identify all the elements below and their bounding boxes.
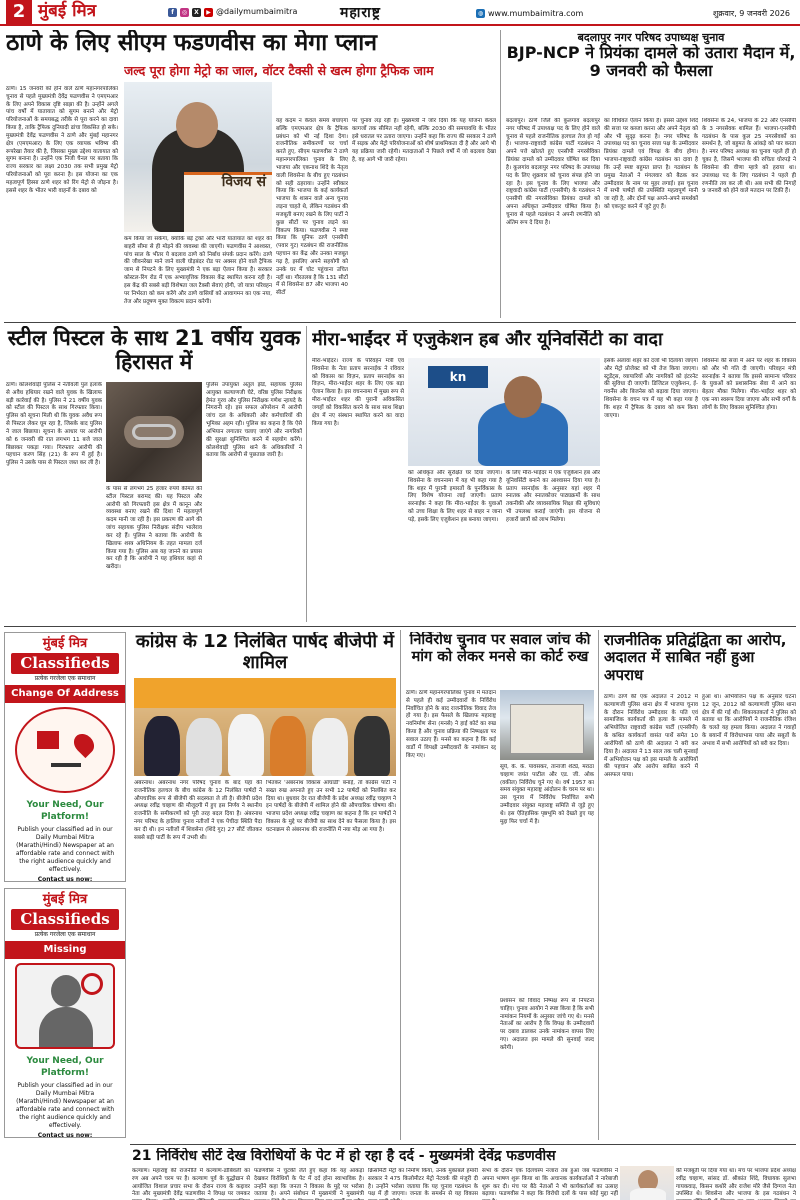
classified-word: Classifieds — [11, 653, 119, 674]
story7-col2 — [702, 694, 796, 1140]
story5-photo — [134, 678, 396, 776]
story1-col3-text: यह कदम न केवल समय बचाएगा बल्कि एमएमआर क्षेत्र के ट्रैफिक प्रबंधन को भी नई दिशा देगा। राजनीतिक समीकरणों पर चर्चा करते हुए, सीएम फडणवीस ने ठाणे महानगरपालिका चुनाव के लिए भाजपा और एकनाथ शिंदे के नेतृत्व वाली शिवसेना के बीच हुए गठबंधन को सही ठहराया। उन्होंने स्वीकार किया कि भाजपा के कई कार्यकर्ता भाजपा के शासन वाले अन्य चुनाव लड़ना चाहते थे, लेकिन गठबंधन की मजबूती बनाए रखने के लिए पार्टी ने कुछ सीटों पर चुनाव लड़ने का विकल्प किया। फडणवीस ने स्पष्ट किया कि यूनिफ ठाणे एनसीपी (पवार गुट) गठबंधन की राजनीतिक पहचान का केंद्र और उनका मजबूत गढ़ है, इसलिए अपने सहयोगी को उनके घर में चोट पहुंचाना उचित नहीं था। गौरतलब है कि 131 सीटों में से शिवसेना 87 और भाजपा 40 सीटों — [276, 118, 348, 297]
classified-ad-missing — [4, 888, 126, 1138]
story1-col1 — [6, 86, 118, 318]
story8-col1 — [132, 1168, 250, 1200]
story4-col5-text: शिवसेना की सत्ता में आने पर शहर के विकास को और भी गति दी जाएगी। परिवहन मंत्री सरनाईक ने बताया कि इससे सामान्य परिवार के युवाओं को प्रशासनिक सेवा में आने का बेहतर मौका मिलेगा। मीरा-भाईंदर शहर को एक नया स्वरूप दिया जाएगा और सभी वर्गों के लोगों के लिए विकास सुनिश्चित होगा। — [702, 358, 796, 411]
story2-kicker: बदलापुर नगर परिषद उपाध्यक्ष चुनाव — [577, 31, 725, 44]
instagram-icon: ◎ — [181, 8, 188, 16]
story8-col3-text: क्रिसमिटी मेट्रो का निर्माण किया, उनके मुकाबले हमारी सरकार ने 475 किलोमीटर मेट्रो नेटवर्क की मंजूरी दी है। उन्होंने भरोसा जताया कि यह चुनाव गठबंधन के पक्ष में ही जाएगा। जनता के समर्थन से यह विकास — [368, 1168, 478, 1198]
row-divider — [4, 322, 796, 323]
story4-headline: मीरा-भाईंदर में एजुकेशन हब और यूनिवर्सिटी का वादा — [312, 330, 663, 350]
story8-col5-text: की मजबूती पर दिया गया था। मंच पर भाजपा प्रदेश अध्यक्ष रवींद्र चव्हाण, सांसद डॉ. श्रीकांत शिंदे, विधायक सुलभा गायकवाड़, किसन कथोरे और राजेश मोरे जैसे दिग्गज नेता उपस्थित थे। शिवसेना और भाजपा के इस गठबंधन ने — [676, 1168, 796, 1198]
podium-text: विजय सं — [221, 173, 266, 190]
story8-headline: 21 निर्विरोध सीटें देख विरोधियों के पेट में हो रहा है दर्द - मुख्यमंत्री देवेंद्र फडणवीस — [132, 1148, 556, 1164]
story2-col3-text: शिवसेना के 24, भाजपा के 22 और एनसीपी के 3 नगरसेवक शामिल हैं। भाजपा-एनसीपी गठबंधन के पास कुल 25 नगरसेवकों का समर्थन है, जो बहुमत के आंकड़े को पार करता है। नगर परिषद अध्यक्ष का चुनाव पहले ही हो चुका है, जिसमें भाजपा की रुचिता घोरपड़े ने शिवसेना की वीणा म्हात्रे को हराया था। उपाध्यक्ष पद के लिए गठबंधन ने पहले ही रणनीति तय कर ली थी। अब सभी की निगाहें 9 जनवरी को होने वाले मतदान पर टिकी हैं। — [702, 118, 796, 195]
column-divider — [400, 630, 401, 1140]
story5-col2-text: भितकर 'अंबरनाथ विकास आघाडी' बनाई, तो कांग्रेस पार्टी ने सख्त रुख अपनाते हुए उन सभी 12 पार्षदों को निलंबित कर दिया था। बुधवार देर रात बीजेपी के प्रदेश अध्यक्ष रवींद्र चव्हाण ने इन पार्षदों के बीजेपी में शामिल होने की औपचारिक घोषणा की। भाजपा प्रदेश अध्यक्ष रवींद्र चव्हाण का कहना है कि इन पार्षदों ने विकास के मुद्दे पर बीजेपी का साथ देने का फैसला किया है। इस घटनाक्रम से अंबरनाथ की राजनीति में नया मोड़ आ गया है। — [266, 780, 396, 833]
classified-brand: मुंबई मित्र — [42, 636, 88, 651]
story3-col1 — [6, 382, 102, 622]
story1-col4 — [352, 118, 496, 318]
story7-col2-text: हुआ था। अभियोजन पक्ष के अनुसार घटना 12 जून, 2012 को कल्याणजी पुलिस थाना क्षेत्र में की गई थी। शिकायतकर्ता ने पुलिस को बताया था कि आरोपियों ने राजनीतिक रंजिश के चलते यह हमला किया। अदालत ने गवाहों के बयानों में विरोधाभास पाया और सबूतों के अभाव में सभी आरोपियों को बरी कर दिया। — [702, 694, 796, 747]
story1-headline: ठाणे के लिए सीएम फडणवीस का मेगा प्लान — [6, 30, 377, 56]
group-member — [144, 716, 180, 776]
magnifier-icon — [81, 973, 103, 995]
social-handle-text: @dailymumbaimitra — [216, 7, 298, 17]
youtube-icon: ▶ — [204, 8, 213, 17]
story4-col5 — [702, 358, 796, 622]
group-member — [228, 714, 264, 776]
column-divider — [500, 30, 501, 318]
page-number: 2 — [6, 0, 32, 24]
story8-col5 — [676, 1168, 796, 1200]
story1-col2 — [124, 236, 272, 318]
column-divider — [598, 630, 599, 1140]
story6-col1 — [406, 690, 496, 1140]
classified-brand: मुंबई मित्र — [42, 892, 88, 907]
location-pin-icon — [70, 730, 98, 758]
row-divider — [4, 626, 796, 627]
missing-person-graphic — [15, 963, 115, 1049]
speaker-figure — [630, 1188, 666, 1200]
story4-col3-text: के लिए मीरा-भाईंदर में एक एजुकेशन हब और यूनिवर्सिटी बनाने का आश्वासन दिया गया है। प्रताप सरनाईक के अनुसार यहां शहर में स्नातक और स्नातकोत्तर पाठ्यक्रमों के साथ तकनीकी और व्यावसायिक शिक्षा की सुविधाएं भी उपलब्ध कराई जाएंगी। इस योजना से हजारों छात्रों को लाभ मिलेगा। — [506, 470, 600, 523]
story6-photo — [500, 690, 594, 760]
story3-col2-text: के पास से लगभग 25 हजार रुपये कीमत की स्टील पिस्टल बरामद की। यह पिस्टल और आरोपी को गिरफ्तारी इस क्षेत्र में कानून और व्यवस्था बनाए रखने की दिशा में महत्वपूर्ण कदम मानी जा रही है। इस प्रकरण की आगे की जांच सहायक पुलिस निरीक्षक संदीप भालेराव कर रहे हैं। पुलिस ने बताया कि आरोपी के खिलाफ शस्त्र अधिनियम के तहत मामला दर्ज किया गया है। पुलिस अब यह जानने का प्रयास कर रही है कि आरोपी ने यह हथियार कहां से खरीदा। — [106, 486, 202, 571]
classified-headline: Your Need, Our Platform! — [26, 799, 104, 823]
issue-date: शुक्रवार, 9 जनवरी 2026 — [712, 9, 790, 18]
story5-headline: कांग्रेस के 12 निलंबित पार्षद बीजेपी में शामिल — [135, 632, 395, 673]
story4-photo — [408, 358, 600, 466]
story1-col1-text: ठाणे। 15 जनवरी को होने वाले ठाणे महानगरपालिका चुनाव से पहले मुख्यमंत्री देवेंद्र फडणवीस ने एमएमआर के लिए अपने विकास दृष्टि साझा की है। उन्होंने अगले पांच वर्षों में यातायात को सुगम बनाने और मेट्रो परियोजनाओं के समयबद्ध तरीके से पूरा करने का दावा किया है, ताकि ट्रैफिक दुनियादी ढांचा विकसित हो सके। मुख्यमंत्री देवेंद्र फडणवीस ने ठाणे और मुंबई महानगर क्षेत्र (एमएमआर) के लिए एक व्यापक भविष्य की रूपरेखा तैयार की है, जिसका मुख्य उद्देश्य यातायात को सुगम बनाना है। उन्होंने एक निजी चैनल पर बताया कि राज्य सरकार का लक्ष्य 2030 तक सभी प्रमुख मेट्रो परियोजनाओं को पूरा करना है। इस योजना का एक महत्वपूर्ण हिस्सा ठाणे शहर को रिंग मेट्रो से जोड़ना है। इससे शहर के भीतर भारी वाहनों के दबाव को — [6, 86, 118, 194]
story2-headline: BJP-NCP ने प्रियंका दामले को उतारा मैदान में, 9 जनवरी को फैसला — [506, 44, 796, 81]
story3-col3 — [206, 382, 302, 622]
x-icon: X — [192, 8, 201, 17]
story4-col4 — [604, 358, 698, 622]
story6-col3-text: प्रशासन को विवाद निष्पक्ष रूप से निपटना चाहिए। चुनाव आयोग ने स्पष्ट किया है कि सभी नामांकन नियमों के अनुसार जांचे गए थे। मनसे नेताओं का आरोप है कि विपक्ष के उम्मीदवारों पर दबाव डालकर उनके नामांकन वापस लिए गए। अदालत इस मामले की सुनवाई जल्द करेगी। — [500, 998, 594, 1051]
story7-headline: राजनीतिक प्रतिद्वंद्विता का आरोप, अदालत में साबित नहीं हुआ अपराध — [604, 632, 787, 684]
story6-col3 — [500, 998, 594, 1140]
story5-col1 — [134, 780, 262, 1140]
story4-col1-text: मीरा-भाईंदर। राज्य के परिवहन मंत्री एवं शिवसेना के नेता प्रताप सरनाईक ने रविवार को विकास का विज़न, प्रताप सरनाईक का विज़न, मीरा-भाईंदर शहर के लिए एक बड़ा ऐलान किया है। इस वचननामा में मुख्य रूप से मीरा-भाईंदर शहर की पुरानी अविकसित जगहों को विकसित करने के साथ साथ शिक्षा क्षेत्र में नए संस्थान स्थापित करने का वादा किया गया है। — [312, 358, 404, 427]
globe-icon: ◍ — [477, 10, 484, 18]
story4-col3 — [506, 470, 600, 622]
social-handles — [168, 6, 297, 17]
story3-photo — [106, 382, 202, 482]
group-member — [270, 716, 306, 776]
story4-col1 — [312, 358, 404, 622]
group-member — [312, 718, 348, 776]
classified-category: Missing — [5, 941, 125, 959]
story2-col1 — [506, 118, 600, 318]
story6-col2-text: सूर्ये, के. के. पावसकर, तानाजी शेट्ये, मराठा चव्हाण जयंत पाटील और एड. जी. ओक (वकील) निर्विरोध चुने गए थे। वर्ष 1957 का समय संयुक्त महाराष्ट्र आंदोलन के चरम पर था। उस चुनाव में निर्विरोध निर्वाचित सभी उम्मीदवार संयुक्त महाराष्ट्र समिति से जुड़े हुए थे। इस ऐतिहासिक पृष्ठभूमि को देखते हुए यह मुद्दा फिर चर्चा में है। — [500, 764, 594, 825]
story8-col4 — [482, 1168, 618, 1200]
group-member — [354, 716, 390, 776]
facebook-icon: f — [168, 8, 177, 17]
story7-col1-text: ठाणे। ठाणे की एक अदालत ने 2012 में कल्याणजी पुलिस थाना क्षेत्र में भाजपा चुनाव के दौरान निर्विरोध उम्मीदवार के पति एवं सामाजिक कार्यकर्ता की हत्या के मामले में अभियोजित राष्ट्रवादी कांग्रेस पार्टी (एनसीपी) के कथित कार्यकर्ता वासंत पार्थे समेत 10 आरोपियों को ठाणे की अदालत ने बरी कर दिया है। अदालत ने 13 साल तक चली सुनवाई में अभियोजन पक्ष को इस मामले के आरोपियों की पहचान और आरोप साबित करने में असफल पाया। — [604, 694, 698, 779]
classified-contact-label: Contact us now: — [37, 1132, 93, 1138]
story8-col1-text: कल्याण। महाराष्ट्र की राजनीति में कल्याण-डोंबिवली का रण अब अपने चरम पर है। कल्याण पूर्व के युद्धोद्यान से आयोजित विशाल प्रचार सभा के दौरान राज्य के कद्दावर नेता और मुख्यमंत्री देवेंद्र फडणवीस ने विपक्ष पर जमकर — [132, 1168, 250, 1198]
story1-subhead: जल्द पूरा होगा मेट्रो का जाल, वॉटर टैक्सी से खत्म होगा ट्रैफिक जाम — [124, 63, 434, 78]
house-icon — [37, 731, 59, 749]
story3-col1-text: ठाणे। कोलशेवाड़ी पुलिस ने नेतीवली पुल इलाके से अवैध हथियार रखने वाले युवक के खिलाफ बड़ी कार्रवाई की है। पुलिस ने 21 वर्षीय युवक को स्टील की पिस्टल के साथ गिरफ्तार किया। पुलिस को सूचना मिली थी कि युवक अवैध रूप से पिस्टल लेकर घूम रहा है, जिसके बाद पुलिस ने जाल बिछाया। सूचना के आधार पर आरोपी को 6 जनवरी की रात लगभग 11 बजे जाल बिछाकर पकड़ा गया। गिरफ्तार आरोपी की पहचान करण सिंह (21) के रूप में हुई है। पुलिस ने उसके पास से पिस्टल जब्त कर ली है। — [6, 382, 102, 467]
person-body-icon — [39, 1007, 93, 1047]
website — [476, 8, 583, 19]
story1-col2-top — [276, 118, 348, 318]
story3-headline: स्टील पिस्टल के साथ 21 वर्षीय युवक हिरासत में — [7, 326, 301, 375]
story1-col4-text: पर चुनाव लड़ रही है। मुख्यमंत्री ने जोर दिया कि यह योजना केवल कागजों तक सीमित नहीं रहेगी, बल्कि 2030 की समयावधि के भीतर इसे धरातल पर उतारा जाएगा। उन्होंने कहा कि राज्य की सरकार ने ठाणे में सड़क और मेट्रो परियोजनाओं को शीर्ष प्राथमिकता दी है और आगे भी यह प्रक्रिया जारी रहेगी। मतदाताओं ने पिछले वर्षों में जो बदलाव देखा है, वह आगे भी जारी रहेगा। — [352, 118, 496, 164]
story7-col1 — [604, 694, 698, 1140]
story8-col2 — [254, 1168, 364, 1200]
story8-col2-text: फडणवीस ने चुटकी लेते हुए कहा कि यह आंकड़ा देखकर विरोधियों के पेट में दर्द होना स्वाभाविक है। उन्होंने कहा कि जनता ने विकास के मुद्दे पर भरोसा जताया है। अपने संबोधन में मुख्यमंत्री ने मुख्यमंत्री — [254, 1168, 364, 1198]
story4-col2-text: को अधिकृत और सुरक्षित घर दिया जाएगा। शिवसेना के वचननामा में यह भी कहा गया है कि शहर में पुरानी इमारतों के पुनर्विकास के लिए विशेष योजना लाई जाएगी। प्रताप सरनाईक ने कहा कि मीरा-भाईंदर के युवाओं को उच्च शिक्षा के लिए शहर से बाहर न जाना पड़े, इसके लिए एजुकेशन हब बनाया जाएगा। — [408, 470, 502, 523]
story4-col4-text: इसके अलावा शहर को दर्जा भी दिलाया जाएगा और मेट्रो प्रोजेक्ट को भी तेज किया जाएगा। स्टूडेंट्स, व्यापारियों और नागरिकों को इंटरनेट की सुविधा दी जाएगी। डिजिटल एजुकेशन, ई-गवर्नेंस और बिजनेस को बढ़ावा दिया जाएगा। शिवसेना के वचन पत्र में यह भी कहा गया है कि शहर में ट्रैफिक के दबाव को कम किया जाएगा। — [604, 358, 698, 419]
page-header — [0, 0, 800, 26]
section-title: महाराष्ट्र — [340, 5, 381, 21]
speaker-head — [176, 102, 218, 148]
story2-col1-text: बदलापुर। ठाणे जिले की कुलगांव बदलापुर नगर परिषद में उपाध्यक्ष पद के लिए होने वाले चुनाव से पहले राजनीतिक हलचल तेज हो गई है। भाजपा-राष्ट्रवादी कांग्रेस पार्टी गठबंधन ने अपने पत्ते खोलते हुए एनसीपी नगरसेविका प्रियंका दामले को उम्मीदवार घोषित कर दिया है। कुलगांव बदलापुर नगर परिषद के उपाध्यक्ष पद के लिए शुक्रवार को चुनाव संपन्न होने जा रहा है। इस चुनाव के लिए भाजपा और राष्ट्रवादी कांग्रेस पार्टी (एनसीपी) के गठबंधन ने एनसीपी की नगरसेविका प्रियंका दामले को अपना अधिकृत उम्मीदवार घोषित किया है। चुनाव से पहले गठबंधन ने अपनी रणनीति को अंतिम रूप दे दिया है। — [506, 118, 600, 226]
website-text: www.mumbaimitra.com — [488, 9, 584, 18]
classified-info: Publish your classified ad in our Daily Mumbai Mitra (Marathi/Hindi) Newspaper at an affordable rate and connect with the right audience quickly and effectively. — [15, 825, 115, 873]
address-change-graphic — [15, 707, 115, 793]
classified-tagline: प्रत्येक गरजेला एक समाधान — [34, 674, 96, 682]
party-backdrop — [134, 678, 396, 708]
speaker-head — [504, 376, 542, 418]
story3-col2 — [106, 486, 202, 622]
story6-col1-text: ठाणे। ठाणे महानगरपालिका चुनाव में मतदान से पहले ही कई उम्मीदवारों के निर्विरोध निर्वाचित होने के बाद राजनीतिक विवाद तेज हो गया है। इस फैसले के खिलाफ महाराष्ट्र नवनिर्माण सेना (मनसे) ने हाई कोर्ट का रुख किया है और चुनाव प्रक्रिया की निष्पक्षता पर सवाल उठाए हैं। मनसे का कहना है कि कई वार्डों में विपक्षी उम्मीदवारों के नामांकन रद्द किए गए। — [406, 690, 496, 759]
story6-headline: निर्विरोध चुनाव पर सवाल जांच की मांग को लेकर मनसे का कोर्ट रुख — [409, 632, 591, 665]
row-divider — [130, 1144, 796, 1145]
masthead: मुंबई मित्र — [38, 1, 97, 22]
story6-col2 — [500, 764, 594, 994]
classified-category: Change Of Address — [5, 685, 125, 703]
story2-col3 — [702, 118, 796, 318]
classified-word: Classifieds — [11, 909, 119, 930]
story2-col2 — [604, 118, 698, 318]
person-silhouette-icon — [51, 975, 81, 1007]
story5-col2 — [266, 780, 396, 1140]
classified-tagline: प्रत्येक गरजेला एक समाधान — [34, 930, 96, 938]
story1-photo — [124, 82, 272, 232]
story8-col4-text: सभा के दौरान एक दिलचस्प नजारा तब हुआ जब फडणवीस ने अपना भाषण शुरू किया था कि अचानक कार्यकर्ताओं ने नारेबाजी शुरू कर दी। मंच पर बैठे नेताओं ने भी कार्यकर्ताओं का उत्साह बढ़ाया। फडणवीस ने कहा कि विरोधी दलों के पास कोई मुद्दा नहीं — [482, 1168, 618, 1198]
civic-building — [510, 704, 584, 754]
classified-headline: Your Need, Our Platform! — [26, 1055, 104, 1079]
story1-col2-text: कम किया जा सकेगा, क्योंकि बड़े ट्रकों और भारी यातायात को शहर की बाहरी सीमा से ही मोड़ने की व्यवस्था की जाएगी। फडणवीस ने आश्वस्त, पांच साल के भीतर ये बदलाव ठाणे को निर्बाध संपर्क प्रदान करेंगे। ठाणे की जीवनरेखा माने जाने वाली घोड़बंदर रोड पर अक्सर होने वाले ट्रैफिक जाम से निपटने के लिए मुख्यमंत्री ने एक बड़ा ऐलान किया है। सरकार कोस्टल-रिंग रोड में एक अभ्यावृत्तिक विकास केंद्र स्थापित करना रही है। इस केंद्र की सबसे बड़ी विशेषता जल टैक्सी सेवाएं होगी, जो यात्रा परिवहन पर निर्भरता को कम करेंगे और ठाणे वासियों को आवागमन का एक नया, तेज और प्रदूषण मुक्त विकल्प प्रदान करेगी। — [124, 236, 272, 305]
story2-col2-text: का विधिवत ऐलान किया है। इससे उद्देश्य शिंदे की सत्ता पर कब्जा करना और अपने नेतृत्व को और भी सुदृढ़ करना है। नगर परिषद के उपाध्यक्ष पद का चुनाव सत्ता पक्ष के उम्मीदवार प्रियंका दामले एवं विपक्ष के बीच होगा। भाजपा-राष्ट्रवादी कांग्रेस गठबंधन का दावा है कि उन्हें स्पष्ट बहुमत प्राप्त है। गठबंधन के प्रमुख नेताओं ने मंगलवार को बैठक कर उम्मीदवार के नाम पर मुहर लगाई। इस चुनाव में सभी पार्षदों की उपस्थिति महत्वपूर्ण मानी जा रही है, और दोनों पक्ष अपने-अपने समर्थकों को एकजुट करने में जुटे हुए हैं। — [604, 118, 698, 211]
classified-contact-label: Contact us now: — [37, 876, 93, 882]
classified-ad-change-of-address — [4, 632, 126, 882]
handcuff-icon — [132, 424, 176, 440]
story3-col3-text: पुलिस उपायुक्त अतुल झेंडे, सहायक पुलिस आयुक्त कल्याणजी घेटे, वरिष्ठ पुलिस निरीक्षक हेमंत गुरव और पुलिस निरीक्षक गणेश न्हायदे के निगरानी रहे। इस सफल ऑपरेशन में आरोपी जांच दल के अधिकारी और कर्मचारियों की भूमिका अहम रही। पुलिस का कहना है कि ऐसे अभियान लगातार चलाए जाएंगे और नागरिकों की सुरक्षा सुनिश्चित करने में सहयोग करेंगे। कोलशेवाड़ी पुलिस थाने के अधिकारियों ने बताया कि आरोपी से पूछताछ जारी है। — [206, 382, 302, 459]
column-divider — [306, 326, 307, 622]
story5-col1-text: अंबरनाथ। अंबरनाथ नगर परिषद चुनाव के बाद यहां की राजनीतिक हलचल के बीच कांग्रेस के 12 निलंबित पार्षदों ने औपचारिक रूप से बीजेपी की सदस्यता ले ली है। बीजेपी प्रदेश अध्यक्ष रवींद्र चव्हाण की मौजूदगी में हुए इस निर्णय ने स्थानीय राजनीति के समीकरणों को पूरी तरह बदल दिया है। अंबरनाथ नगर परिषद के हालिया चुनाव नतीजों ने एक पेचीदा स्थिति पैदा कर दी थी। इन नतीजों में शिवसेना (शिंदे गुट) 27 सीटें जीतकर सबसे बड़ी पार्टी के रूप में उभरी थी। — [134, 780, 262, 841]
story8-col3 — [368, 1168, 478, 1200]
arrow-icon — [51, 763, 81, 767]
story8-photo — [620, 1166, 674, 1200]
group-member — [186, 718, 222, 776]
story4-col2 — [408, 470, 502, 622]
event-banner: kn — [428, 366, 488, 388]
classified-info: Publish your classified ad in our Daily Mumbai Mitra (Marathi/Hindi) Newspaper at an affordable rate and connect with the right audience quickly and effectively. — [15, 1081, 115, 1129]
